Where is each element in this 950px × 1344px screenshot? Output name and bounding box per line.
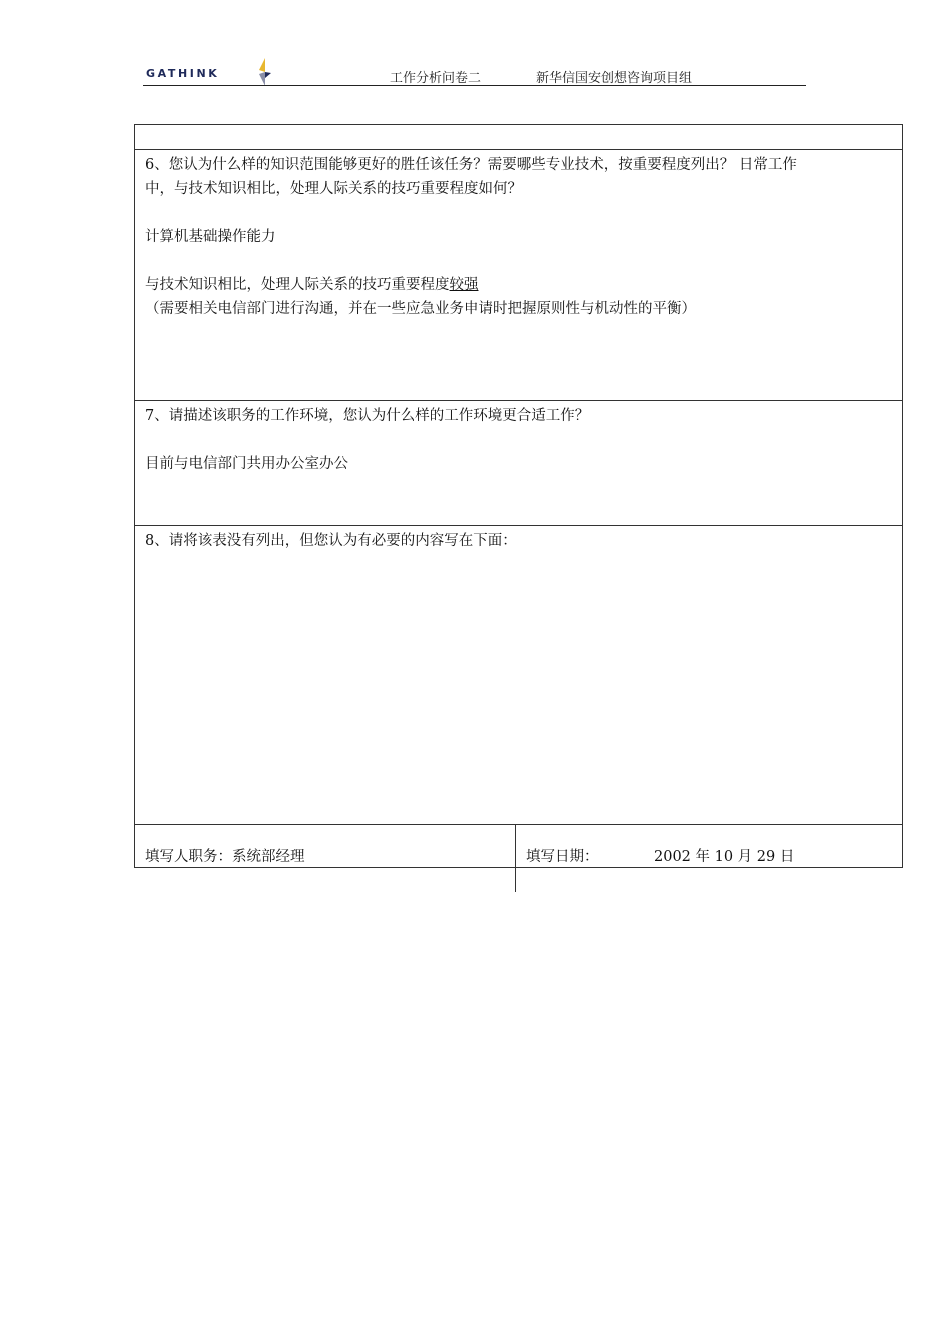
questionnaire-table — [134, 124, 903, 868]
question-7-text: 7、请描述该职务的工作环境，您认为什么样的工作环境更合适工作？ — [145, 408, 590, 424]
gathink-logo-text: GATHINK — [146, 67, 220, 80]
spacer — [145, 201, 894, 225]
question-7-content — [145, 404, 894, 476]
footer-date-cell — [516, 825, 902, 892]
answer-2-emphasis: 较强 — [449, 277, 479, 293]
gathink-logo-icon — [257, 58, 273, 86]
question-8-section — [135, 526, 902, 825]
footer-row — [135, 825, 902, 868]
question-6-answer-3: （需要相关电信部门进行沟通，并在一些应急业务申请时把握原则性与机动性的平衡） — [145, 301, 696, 317]
question-6-text-line2: 中，与技术知识相比，处理人际关系的技巧重要程度如何？ — [145, 181, 522, 197]
header-rule — [143, 85, 806, 86]
question-6-content — [145, 153, 894, 321]
filler-position: 填写人职务：系统部经理 — [145, 849, 305, 865]
question-6-text-line1: 6、您认为什么样的知识范围能够更好的胜任该任务？需要哪些专业技术，按重要程度列出？ 日常工作 — [145, 157, 797, 173]
question-6-section — [135, 150, 902, 401]
spacer — [145, 249, 894, 273]
header-org: 新华信国安创想咨询项目组 — [536, 71, 693, 86]
fill-date-label: 填写日期： — [526, 849, 599, 865]
page-header — [143, 58, 806, 86]
fill-date-value: 2002 年 10 月 29 日 — [654, 849, 795, 865]
question-6-answer-2 — [145, 273, 894, 297]
question-6-answer-1: 计算机基础操作能力 — [145, 229, 276, 245]
answer-2-prefix: 与技术知识相比，处理人际关系的技巧重要程度 — [145, 277, 450, 293]
question-8-content — [145, 529, 894, 553]
question-8-text: 8、请将该表没有列出，但您认为有必要的内容写在下面： — [145, 533, 517, 549]
question-7-section — [135, 401, 902, 526]
question-7-answer: 目前与电信部门共用办公室办公 — [145, 456, 348, 472]
header-title: 工作分析问卷二 — [390, 71, 482, 86]
footer-position-cell — [135, 825, 516, 892]
table-row-empty — [135, 125, 902, 150]
spacer — [145, 428, 894, 452]
